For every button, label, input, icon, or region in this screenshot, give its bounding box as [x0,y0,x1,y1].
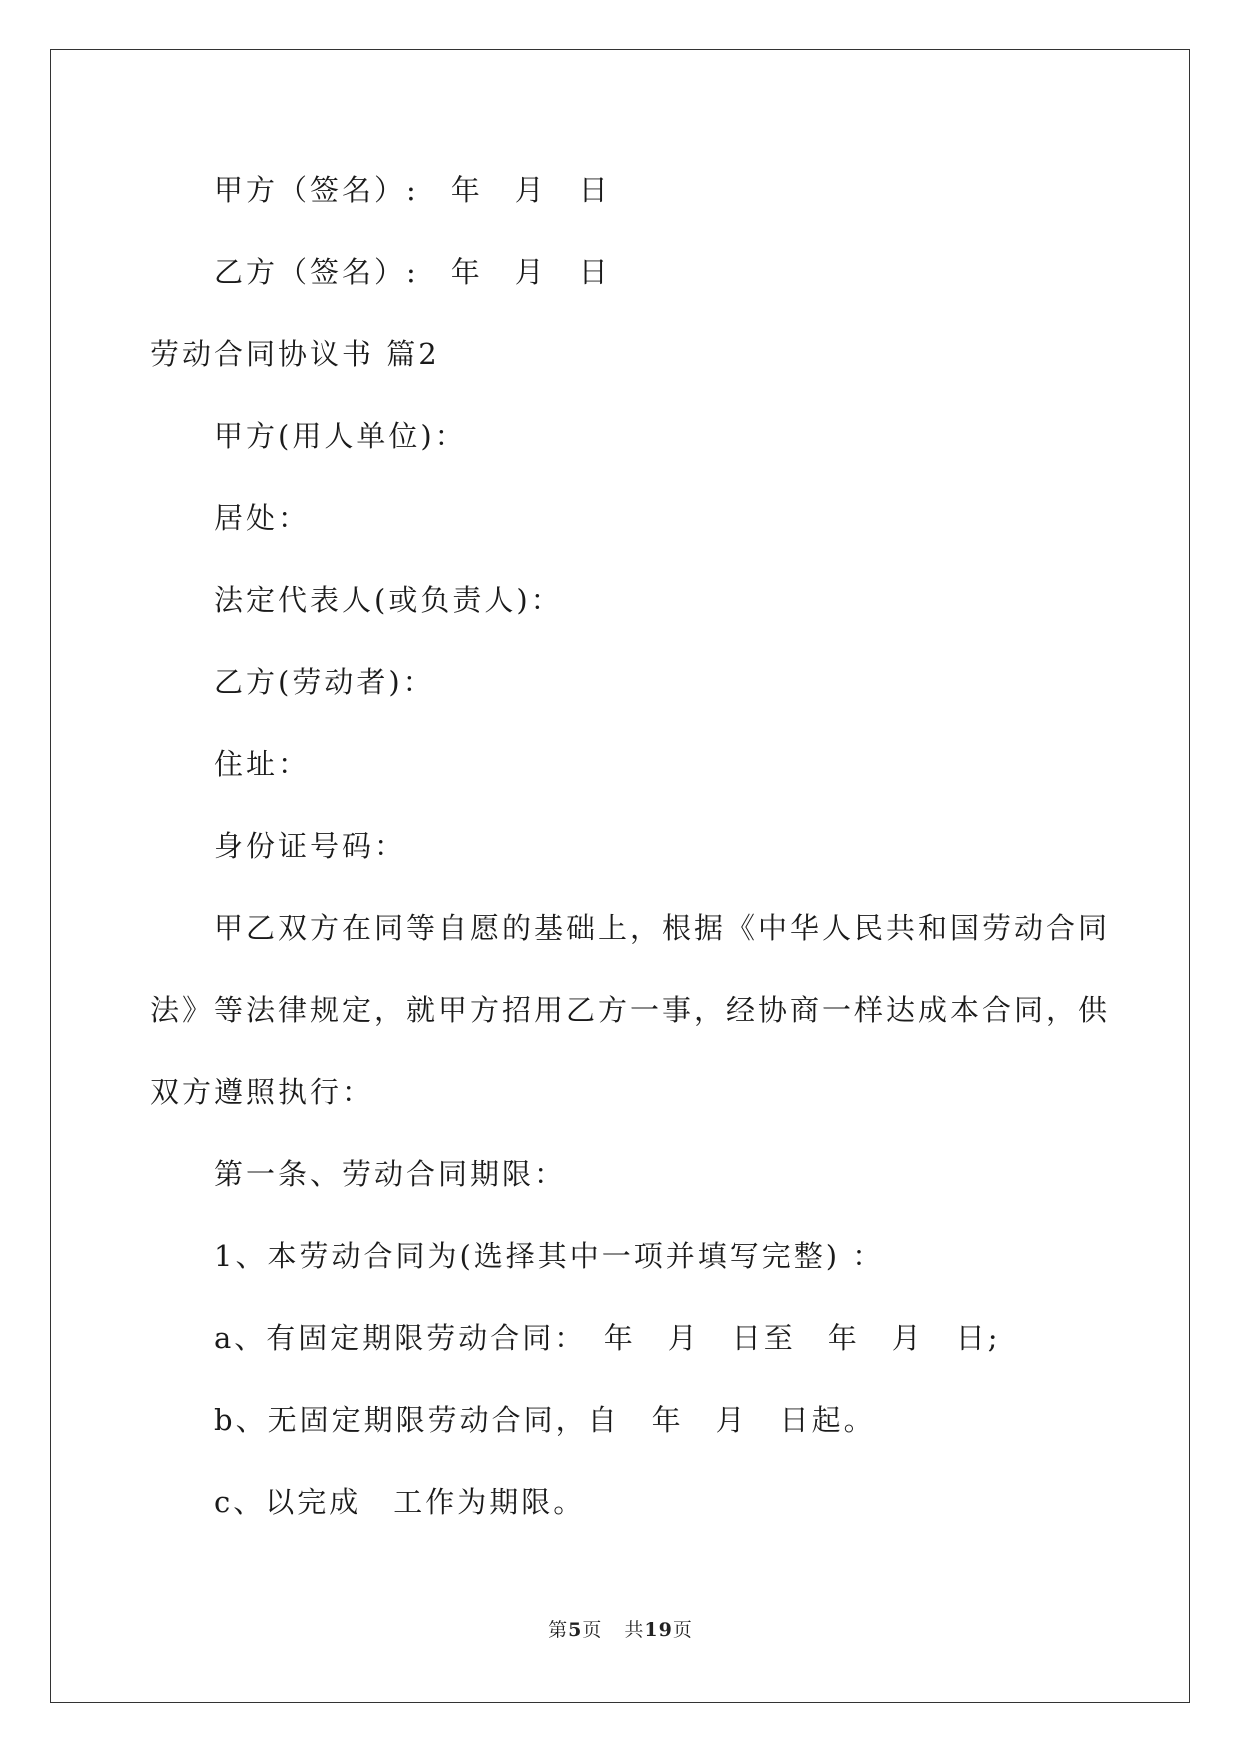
option-a: a、有固定期限劳动合同： 年 月 日至 年 月 日; [214,1321,1001,1355]
party-b-signature-line: 乙方（签名）: 年 月 日 [214,255,611,289]
page-number-footer [0,1618,1241,1642]
preamble-line-2: 法》等法律规定，就甲方招用乙方一事，经协商一样达成本合同，供 [150,993,1111,1027]
clause-1: 1、本劳动合同为(选择其中一项并填写完整) ： [214,1239,885,1273]
residence-line: 居处： [214,501,311,535]
current-page-number: 5 [568,1619,583,1641]
id-number-line: 身份证号码： [214,829,407,863]
employee-line: 乙方(劳动者)： [214,665,435,699]
total-suffix: 页 [672,1619,693,1641]
section-heading: 劳动合同协议书 篇2 [150,337,440,371]
legal-representative-line: 法定代表人(或负责人)： [214,583,563,617]
page-prefix: 第 [548,1619,569,1641]
page-frame [50,49,1190,1703]
total-prefix: 共 [624,1619,645,1641]
preamble-line-3: 双方遵照执行： [150,1075,375,1109]
preamble-line-1: 甲乙双方在同等自愿的基础上，根据《中华人民共和国劳动合同 [214,911,1111,945]
employer-line: 甲方(用人单位)： [214,419,467,453]
address-line: 住址： [214,747,311,781]
party-a-signature-line: 甲方（签名）: 年 月 日 [214,173,611,207]
option-b: b、无固定期限劳动合同，自 年 月 日起。 [214,1403,876,1437]
article-one-heading: 第一条、劳动合同期限： [214,1157,567,1191]
total-pages-number: 19 [644,1619,673,1641]
page-suffix: 页 [582,1619,603,1641]
option-c: c、以完成 工作为期限。 [214,1485,586,1519]
